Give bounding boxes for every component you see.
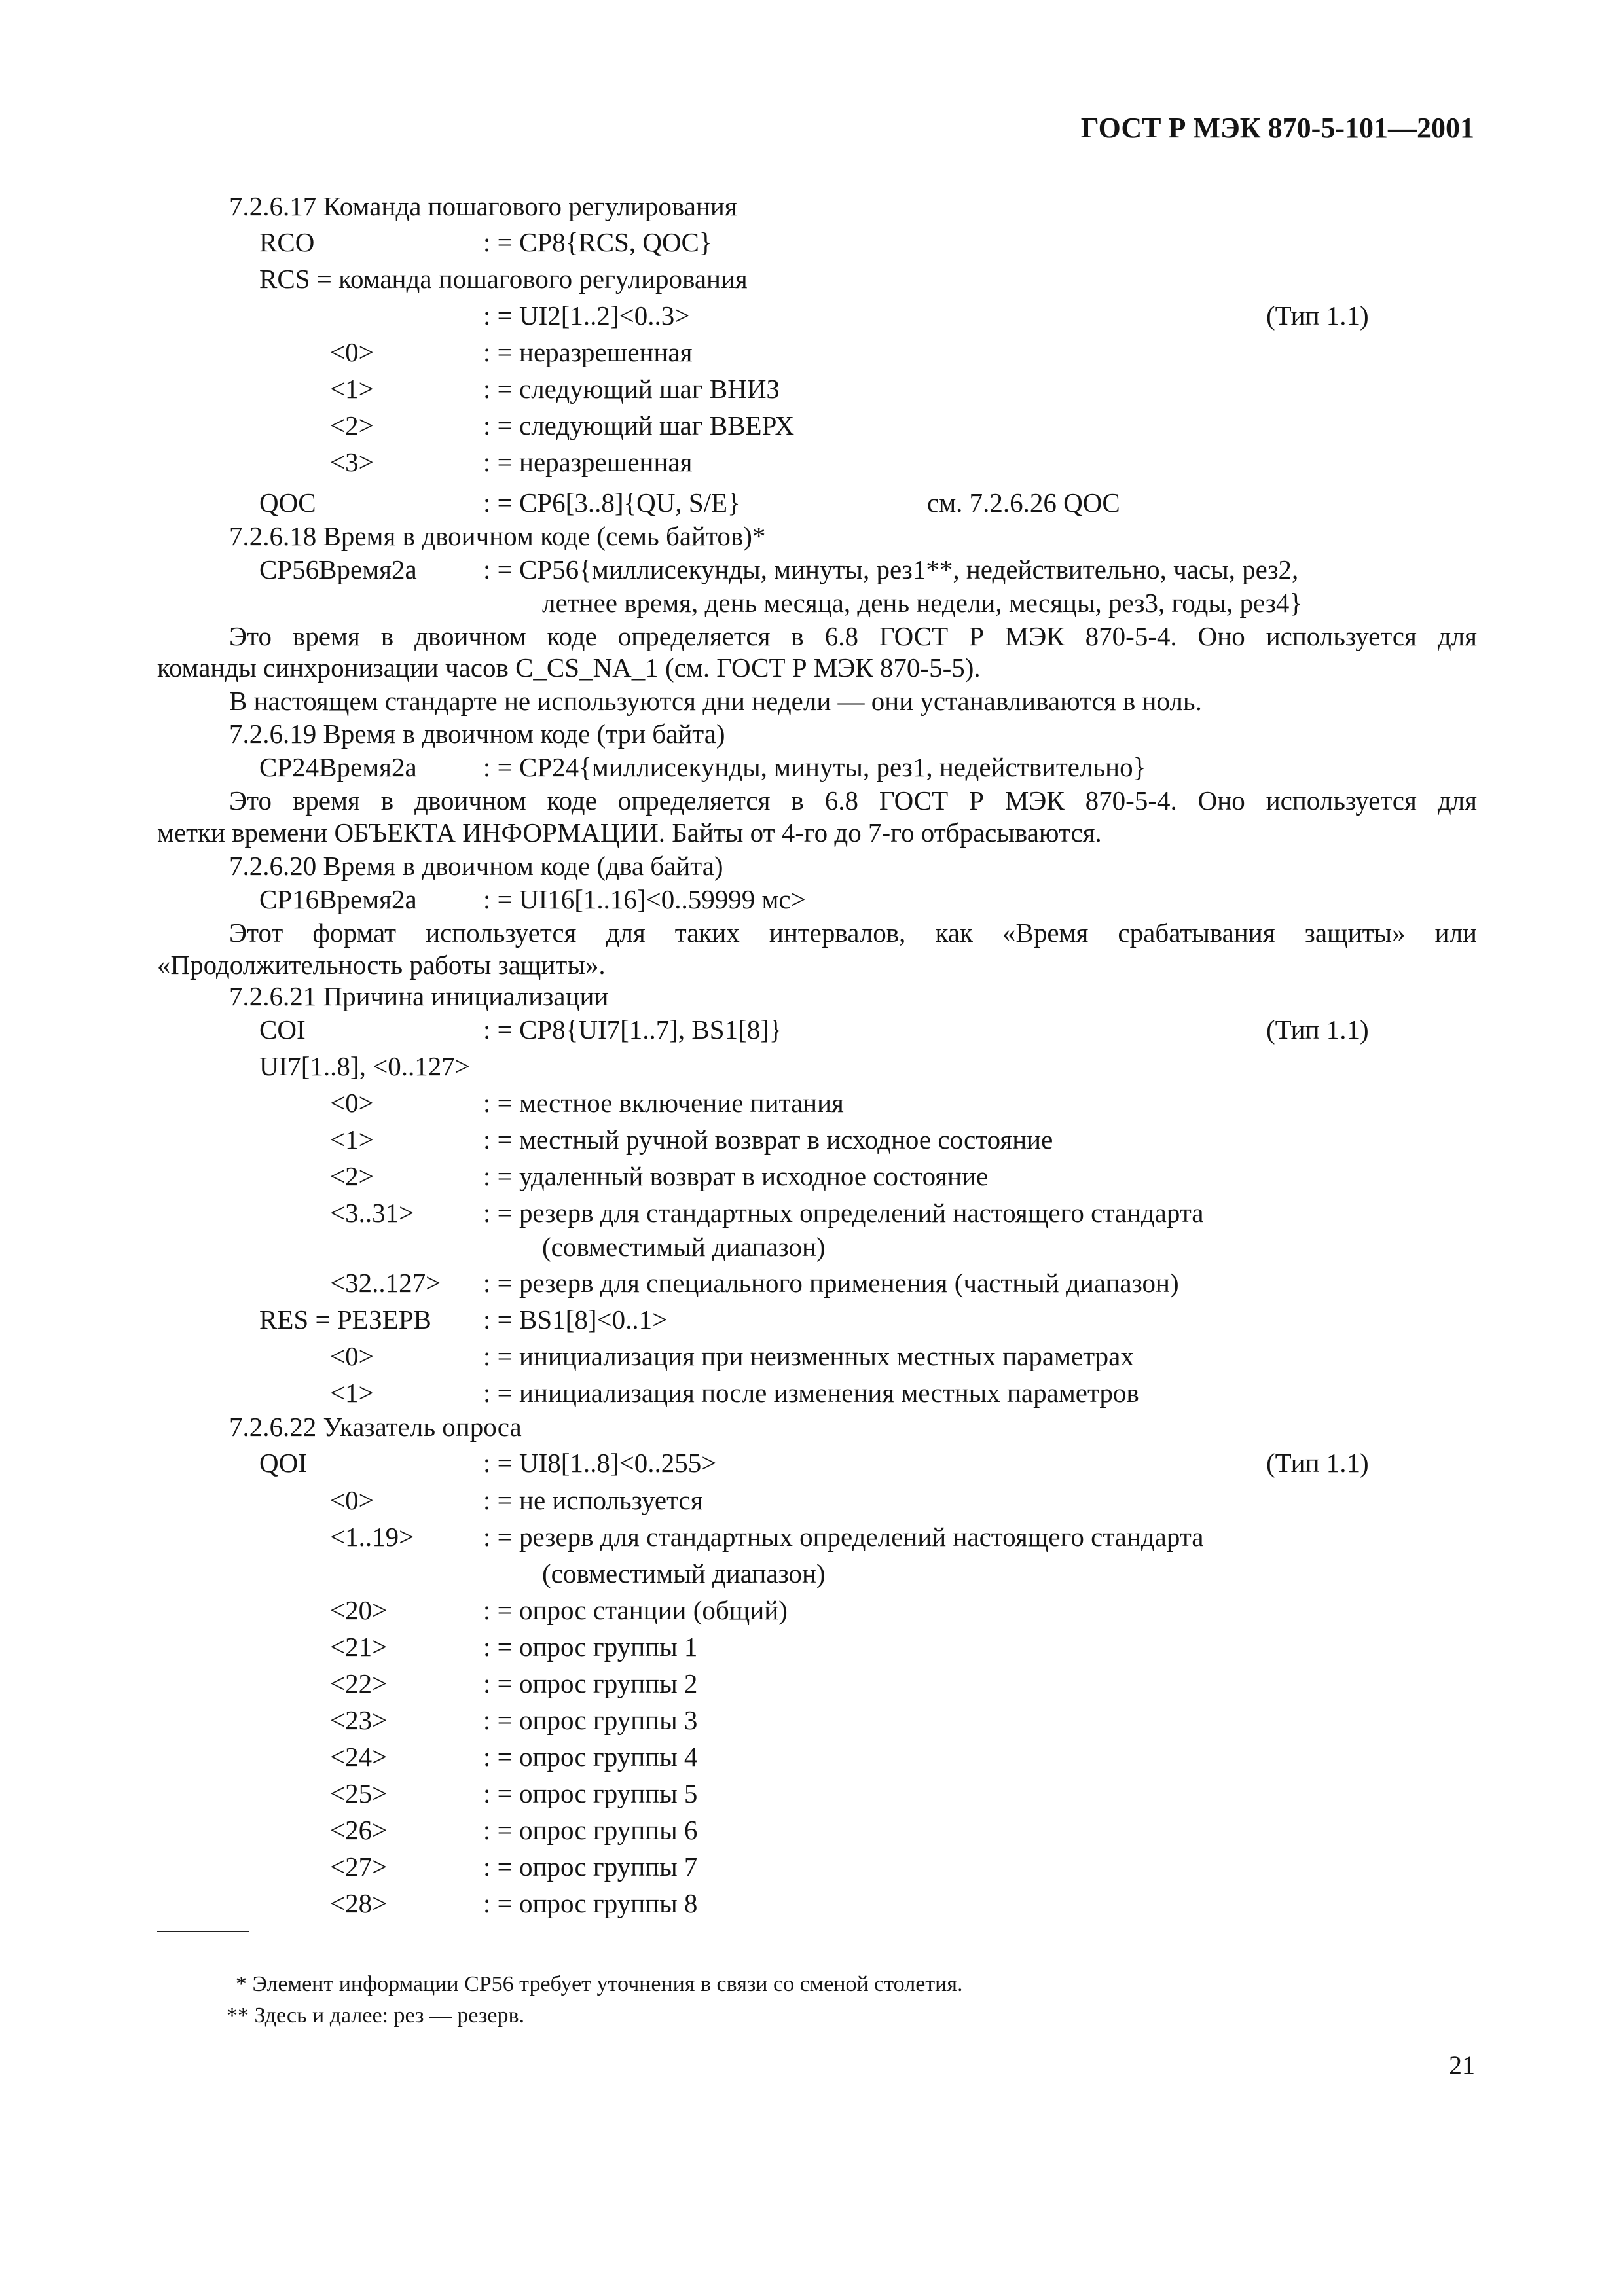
qoi-meaning: : = опрос группы 8: [483, 1888, 698, 1918]
section-heading-7-2-6-18: 7.2.6.18 Время в двоичном коде (семь байтов)*: [229, 521, 766, 551]
cp56-definition-line-1: : = CP56{миллисекунды, минуты, рез1**, недействительно, часы, рез2,: [483, 554, 1299, 584]
qoi-meaning: : = опрос группы 4: [483, 1742, 698, 1772]
qoc-reference: см. 7.2.6.26 QOC: [927, 488, 1120, 518]
page-number: 21: [1449, 2051, 1475, 2080]
qoi-code: <1..19>: [330, 1522, 414, 1552]
qoi-code: <23>: [330, 1705, 388, 1735]
qoi-meaning: : = опрос группы 2: [483, 1668, 698, 1698]
qoi-meaning: : = резерв для стандартных определений настоящего стандарта: [483, 1522, 1204, 1552]
qoi-meaning: : = опрос станции (общий): [483, 1595, 788, 1625]
coi-type: (Тип 1.1): [1266, 1014, 1369, 1045]
qoi-code: <22>: [330, 1668, 388, 1698]
res-code: <1>: [330, 1378, 374, 1408]
paragraph-cp56-line-2: команды синхронизации часов C_CS_NA_1 (см. ГОСТ Р МЭК 870-5-5).: [157, 653, 981, 683]
qoi-meaning: : = опрос группы 3: [483, 1705, 698, 1735]
cp16-name: CP16Время2a: [259, 884, 417, 914]
rcs-meaning: : = следующий шаг ВНИЗ: [483, 374, 780, 404]
rcs-code: <3>: [330, 447, 374, 477]
rcs-code: <0>: [330, 337, 374, 367]
qoi-code: <0>: [330, 1485, 374, 1515]
document-header: ГОСТ Р МЭК 870-5-101—2001: [1080, 112, 1474, 144]
qoi-code: <26>: [330, 1815, 388, 1845]
rcs-line: RCS = команда пошагового регулирования: [259, 264, 748, 294]
rcs-meaning: : = следующий шаг ВВЕРХ: [483, 410, 795, 440]
footnote-1: * Элемент информации CP56 требует уточнения в связи со сменой столетия.: [236, 1972, 963, 1996]
qoc-definition: : = CP6[3..8]{QU, S/E}: [483, 488, 740, 518]
rcs-meaning: : = неразрешенная: [483, 447, 693, 477]
cp16-definition: : = UI16[1..16]<0..59999 мс>: [483, 884, 806, 914]
res-meaning: : = инициализация при неизменных местных параметрах: [483, 1341, 1134, 1371]
qoi-meaning: : = не используется: [483, 1485, 703, 1515]
rco-name: RCO: [259, 227, 315, 257]
rcs-definition: : = UI2[1..2]<0..3>: [483, 300, 690, 331]
section-heading-7-2-6-21: 7.2.6.21 Причина инициализации: [229, 981, 609, 1011]
coi-meaning: : = местный ручной возврат в исходное состояние: [483, 1124, 1053, 1155]
section-heading-7-2-6-20: 7.2.6.20 Время в двоичном коде (два байта): [229, 851, 723, 881]
qoi-code: <24>: [330, 1742, 388, 1772]
footnote-2: ** Здесь и далее: рез — резерв.: [227, 2003, 525, 2028]
rcs-code: <2>: [330, 410, 374, 440]
coi-meaning: : = местное включение питания: [483, 1088, 844, 1118]
coi-code: <32..127>: [330, 1268, 441, 1298]
coi-code: <0>: [330, 1088, 374, 1118]
paragraph-cp24-line-1: Это время в двоичном коде определяется в 6.8 ГОСТ Р МЭК 870-5-4. Оно используется для: [229, 785, 1477, 816]
cp56-name: CP56Время2a: [259, 554, 417, 584]
coi-code: <2>: [330, 1161, 374, 1191]
coi-meaning: : = удаленный возврат в исходное состояние: [483, 1161, 989, 1191]
qoi-code: <28>: [330, 1888, 388, 1918]
qoc-name: QOC: [259, 488, 316, 518]
coi-meaning: : = резерв для стандартных определений настоящего стандарта: [483, 1198, 1204, 1228]
paragraph-cp16-line-1: Этот формат используется для таких интервалов, как «Время срабатывания защиты» или: [229, 918, 1477, 948]
cp56-definition-line-2: летнее время, день месяца, день недели, месяцы, рез3, годы, рез4}: [542, 588, 1303, 618]
qoi-meaning: : = опрос группы 6: [483, 1815, 698, 1845]
qoi-meaning: : = опрос группы 5: [483, 1778, 698, 1808]
qoi-code: <27>: [330, 1852, 388, 1882]
res-code: <0>: [330, 1341, 374, 1371]
section-heading-7-2-6-19: 7.2.6.19 Время в двоичном коде (три байта): [229, 719, 725, 749]
section-heading-7-2-6-22: 7.2.6.22 Указатель опроса: [229, 1412, 522, 1442]
cp24-name: CP24Время2a: [259, 752, 417, 782]
qoi-code: <21>: [330, 1632, 388, 1662]
coi-meaning-continued: (совместимый диапазон): [542, 1232, 826, 1262]
qoi-meaning: : = опрос группы 1: [483, 1632, 698, 1662]
ui7-line: UI7[1..8], <0..127>: [259, 1051, 470, 1081]
section-heading-7-2-6-17: 7.2.6.17 Команда пошагового регулирования: [229, 191, 737, 221]
qoi-name: QOI: [259, 1448, 307, 1478]
coi-meaning: : = резерв для специального применения (частный диапазон): [483, 1268, 1179, 1298]
rcs-meaning: : = неразрешенная: [483, 337, 693, 367]
coi-code: <1>: [330, 1124, 374, 1155]
coi-code: <3..31>: [330, 1198, 414, 1228]
rcs-type: (Тип 1.1): [1266, 300, 1369, 331]
qoi-meaning-continued: (совместимый диапазон): [542, 1558, 826, 1588]
coi-definition: : = CP8{UI7[1..7], BS1[8]}: [483, 1014, 782, 1045]
qoi-meaning: : = опрос группы 7: [483, 1852, 698, 1882]
res-meaning: : = инициализация после изменения местных параметров: [483, 1378, 1139, 1408]
paragraph-cp16-line-2: «Продолжительность работы защиты».: [157, 950, 606, 980]
res-name: RES = РЕЗЕРВ: [259, 1304, 431, 1335]
footnote-separator: [157, 1931, 249, 1932]
paragraph-cp56-line-1: Это время в двоичном коде определяется в 6.8 ГОСТ Р МЭК 870-5-4. Оно используется для: [229, 621, 1477, 651]
qoi-type: (Тип 1.1): [1266, 1448, 1369, 1478]
qoi-code: <25>: [330, 1778, 388, 1808]
res-definition: : = BS1[8]<0..1>: [483, 1304, 668, 1335]
rcs-code: <1>: [330, 374, 374, 404]
qoi-code: <20>: [330, 1595, 388, 1625]
coi-name: COI: [259, 1014, 306, 1045]
rco-definition: : = CP8{RCS, QOC}: [483, 227, 712, 257]
qoi-definition: : = UI8[1..8]<0..255>: [483, 1448, 717, 1478]
paragraph-weekday-note: В настоящем стандарте не используются дни недели — они устанавливаются в ноль.: [229, 686, 1202, 716]
paragraph-cp24-line-2: метки времени ОБЪЕКТА ИНФОРМАЦИИ. Байты от 4-го до 7-го отбрасываются.: [157, 817, 1102, 848]
cp24-definition: : = CP24{миллисекунды, минуты, рез1, недействительно}: [483, 752, 1146, 782]
